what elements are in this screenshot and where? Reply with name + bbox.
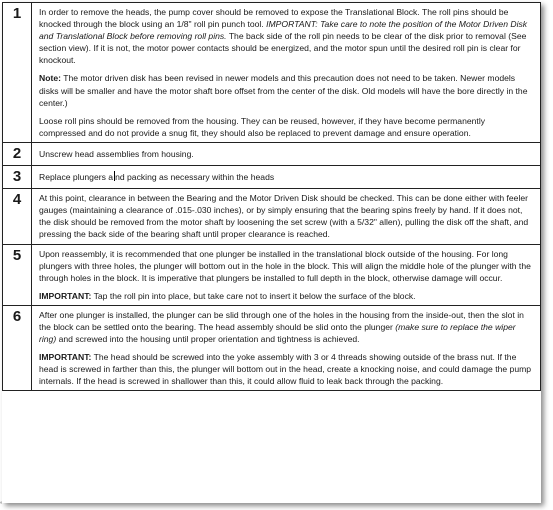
note-label: Note:	[39, 73, 61, 84]
step-row-1	[3, 3, 541, 143]
step-body	[32, 189, 541, 244]
important-label: IMPORTANT:	[39, 290, 92, 301]
step-text: After one plunger is installed, the plunger can be slid through one of the holes in the housing from the inside-out, then the slot in the block can be settled onto the bearing. The head assembly should be slid onto the plunger	[39, 309, 524, 332]
step-paragraph	[39, 290, 534, 302]
step-text: Replace plungers a	[39, 172, 114, 183]
step-row-4	[3, 189, 541, 244]
step-paragraph: At this point, clearance in between the Bearing and the Motor Driven Disk should be checked. This can be done either with feeler gauges (maintaining a clearance of .015-.030 inches), or by simply ensuring that the bearing spins freely by hand. If it does not, the disk should be removed from the motor shaft by loosening the set screw (with a 5/32" allen), pulling the disk off the shaft, and pressing the back side of the bearing shaft until proper clearance is reached.	[39, 193, 529, 240]
step-number: 2	[3, 142, 32, 165]
step-body	[32, 142, 541, 165]
step-number: 6	[3, 305, 32, 391]
step-paragraph	[39, 171, 534, 183]
step-italic-note: (make sure to replace the wiper ring)	[39, 321, 516, 345]
step-paragraph: Loose roll pins should be removed from the housing. They can be reused, however, if they have become permanently compressed and do not provide a snug fit, they should also be replaced to prevent damage and ensure operation.	[39, 115, 486, 138]
step-paragraph	[39, 6, 534, 66]
step-text: The back side of the roll pin needs to be clear of the disk prior to removal (See section view). If it is not, the motor power contacts should be energized, and the motor spun until the desired roll pin is clear for knockout.	[39, 31, 527, 66]
step-number: 4	[3, 189, 32, 244]
important-text: Tap the roll pin into place, but take care not to insert it below the surface of the block.	[93, 290, 416, 301]
step-row-3	[3, 166, 541, 189]
step-text: and screwed into the housing until proper orientation and tightness is achieved.	[58, 334, 360, 345]
step-text: In order to remove the heads, the pump cover should be removed to expose the Translational Block. The roll pins should be knocked through the block using an 1/8" roll pin punch tool.	[39, 7, 509, 30]
step-body	[32, 244, 541, 305]
step-number: 1	[3, 3, 32, 143]
step-paragraph	[39, 72, 534, 108]
step-row-2	[3, 142, 541, 165]
step-row-6	[3, 305, 541, 391]
step-paragraph	[39, 309, 534, 345]
corner-mark: °	[0, 502, 3, 508]
step-paragraph	[39, 351, 534, 387]
step-number: 5	[3, 244, 32, 305]
important-text: The head should be screwed into the yoke assembly with 3 or 4 threads showing outside of the brass nut. If the head is screwed in farther than this, the plunger will bottom out in the head, create a knocking noise, and could damage the pump internals. If the head is screwed in shallower than this, it could allow fluid to leak back through the packing.	[39, 352, 532, 387]
step-body	[32, 166, 541, 189]
steps-table	[2, 2, 541, 391]
step-number: 3	[3, 166, 32, 189]
step-body	[32, 305, 541, 391]
step-row-5	[3, 244, 541, 305]
instruction-page	[2, 2, 541, 503]
note-text: The motor driven disk has been revised in newer models and this precaution does not need to be taken. Newer models disks will be smaller and have the motor shaft bore offset from the center of the disk. Old models will have the bore directly in the center.)	[39, 73, 528, 108]
important-label: IMPORTANT:	[39, 352, 92, 363]
step-paragraph: Upon reassembly, it is recommended that one plunger be installed in the translational block outside of the housing. For long plungers with three holes, the plunger will bottom out in the hole in the block. This will align the middle hole of the plunger with the through holes in the block. It is imperative that plungers be installed to full depth in the block, otherwise damage will occur.	[39, 248, 531, 283]
step-paragraph: Unscrew head assemblies from housing.	[39, 148, 194, 159]
step-important-note: IMPORTANT: Take care to note the position of the Motor Driven Disk and Translational Block before removing roll pins.	[39, 19, 528, 42]
step-text: nd packing as necessary within the heads	[115, 172, 275, 183]
step-body	[32, 3, 541, 143]
